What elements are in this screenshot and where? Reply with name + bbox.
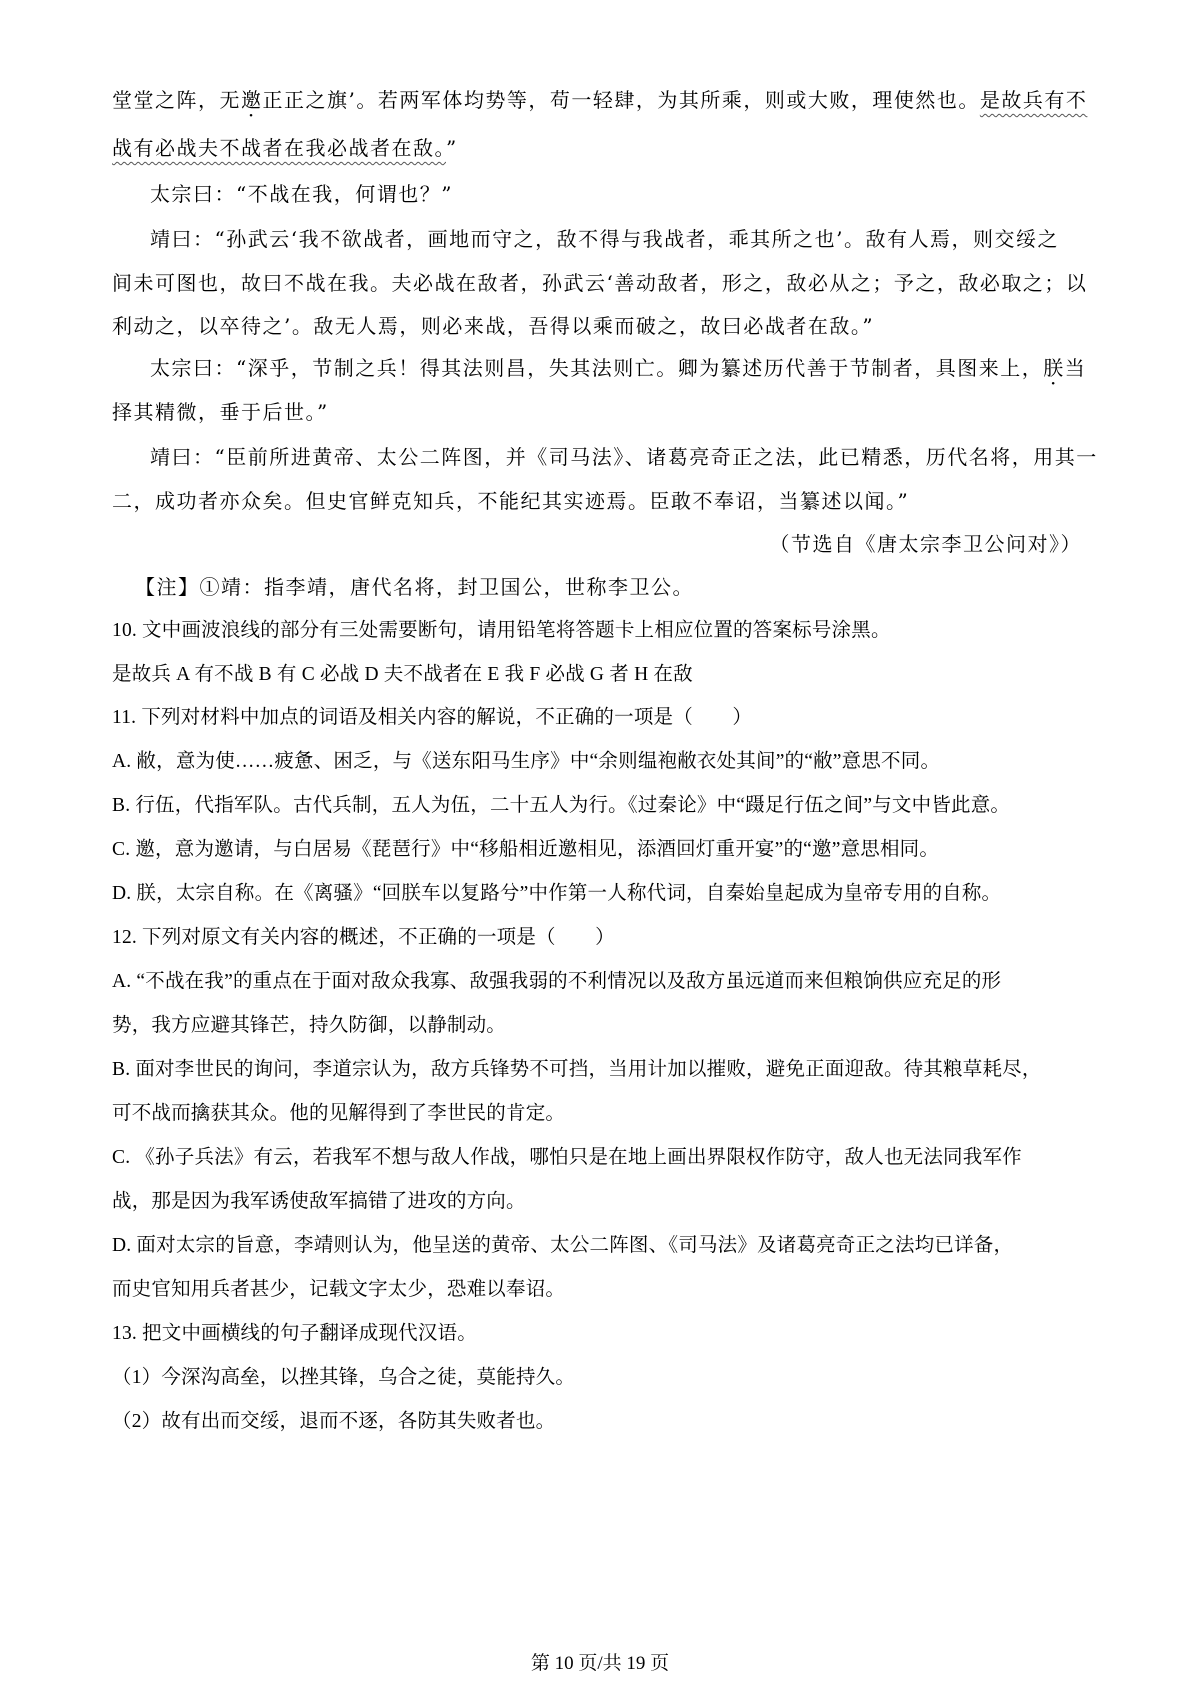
question-12-option-d-line2: 而史官知用兵者甚少，记载文字太少，恐难以奉诏。 — [112, 1279, 566, 1300]
question-11-option-a: A. 敝，意为使……疲惫、困乏，与《送东阳马生序》中“余则缊袍敝衣处其间”的“敝”意思不同。 — [112, 751, 941, 772]
passage-line-4: 靖曰：“孙武云‘我不欲战者，画地而守之，敌不得与我战者，乖其所之也’。敌有人焉，则交绥之 — [150, 227, 1059, 251]
text: 正正之旗’。若两军体均势等，苟一轻肆，为其所乘，则或大败，理使然也。 — [262, 88, 980, 112]
passage-line-7 — [150, 354, 1086, 382]
question-12-option-c-line1: C. 《孙子兵法》有云，若我军不想与敌人作战，哪怕只是在地上画出界限权作防守，敌人也无法同我军作 — [112, 1147, 1022, 1168]
passage-source: （节选自《唐太宗李卫公问对》） — [769, 532, 1082, 556]
dotted-word: 邀 — [241, 88, 263, 112]
question-11-option-c: C. 邀，意为邀请，与白居易《琵琶行》中“移船相近邀相见，添酒回灯重开宴”的“邀”意思相同。 — [112, 839, 940, 860]
passage-line-9: 靖曰：“臣前所进黄帝、太公二阵图，并《司马法》、诸葛亮奇正之法，此已精悉，历代名将，用其一 — [150, 445, 1098, 469]
question-11-option-d: D. 朕，太宗自称。在《离骚》“回朕车以复路兮”中作第一人称代词，自秦始皇起成为皇帝专用的自称。 — [112, 883, 1002, 904]
question-12-option-c-line2: 战，那是因为我军诱使敌军搞错了进攻的方向。 — [112, 1191, 526, 1212]
passage-line-8: 择其精微，垂于后世。” — [112, 400, 329, 424]
text: 太宗曰：“深乎，节制之兵！得其法则昌，失其法则亡。卿为纂述历代善于节制者，具图来上， — [150, 356, 1044, 380]
question-12-option-d-line1: D. 面对太宗的旨意，李靖则认为，他呈送的黄帝、太公二阵图、《司马法》及诸葛亮奇正之法均已详备， — [112, 1235, 1014, 1256]
question-13-item-2: （2）故有出而交绥，退而不逐，各防其失败者也。 — [112, 1411, 556, 1432]
wavy-underlined-text: 战有必战夫不战者在我必战者在敌。 — [112, 136, 446, 160]
question-12-option-b-line2: 可不战而擒获其众。他的见解得到了李世民的肯定。 — [112, 1103, 566, 1124]
dotted-word: 朕 — [1043, 356, 1065, 380]
question-10-text: 是故兵 A 有不战 B 有 C 必战 D 夫不战者在 E 我 F 必战 G 者 H 在敌 — [112, 664, 693, 685]
passage-line-10: 二，成功者亦众矣。但史官鲜克知兵，不能纪其实迹焉。臣敢不奉诏，当纂述以闻。” — [112, 489, 910, 513]
text: 堂堂之阵，无 — [112, 88, 241, 112]
question-12-option-a-line2: 势，我方应避其锋芒，持久防御，以静制动。 — [112, 1015, 507, 1036]
text: ” — [446, 136, 458, 160]
passage-line-3: 太宗曰：“不战在我，何谓也？” — [150, 182, 453, 206]
question-12-option-b-line1: B. 面对李世民的询问，李道宗认为，敌方兵锋势不可挡，当用计加以摧败，避免正面迎敌。待其粮草耗尽， — [112, 1059, 1042, 1080]
passage-line-2 — [112, 134, 458, 162]
passage-line-5: 间未可图也，故曰不战在我。夫必战在敌者，孙武云‘善动敌者，形之，敌必从之；予之，敌必取之；以 — [112, 271, 1088, 295]
question-13: 13. 把文中画横线的句子翻译成现代汉语。 — [112, 1323, 477, 1344]
passage-note: 【注】①靖：指李靖，唐代名将，封卫国公，世称李卫公。 — [135, 575, 694, 599]
question-11: 11. 下列对材料中加点的词语及相关内容的解说，不正确的一项是（ ） — [112, 707, 753, 728]
page-footer: 第 10 页/共 19 页 — [530, 1653, 670, 1674]
wavy-underlined-text: 是故兵有不 — [979, 88, 1088, 112]
passage-line-6: 利动之，以卒待之’。敌无人焉，则必来战，吾得以乘而破之，故曰必战者在敌。” — [112, 314, 875, 338]
passage-line-1 — [112, 86, 1087, 114]
text: 当 — [1064, 356, 1087, 380]
question-13-item-1: （1）今深沟高垒，以挫其锋，乌合之徒，莫能持久。 — [112, 1367, 576, 1388]
question-11-option-b: B. 行伍，代指军队。古代兵制，五人为伍，二十五人为行。《过秦论》中“蹑足行伍之间”与文中皆此意。 — [112, 795, 1011, 816]
question-12-option-a-line1: A. “不战在我”的重点在于面对敌众我寡、敌强我弱的不利情况以及敌方虽远道而来但粮饷供应充足的形 — [112, 971, 1002, 992]
question-10: 10. 文中画波浪线的部分有三处需要断句，请用铅笔将答题卡上相应位置的答案标号涂黑。 — [112, 620, 891, 641]
question-12: 12. 下列对原文有关内容的概述，不正确的一项是（ ） — [112, 927, 615, 948]
